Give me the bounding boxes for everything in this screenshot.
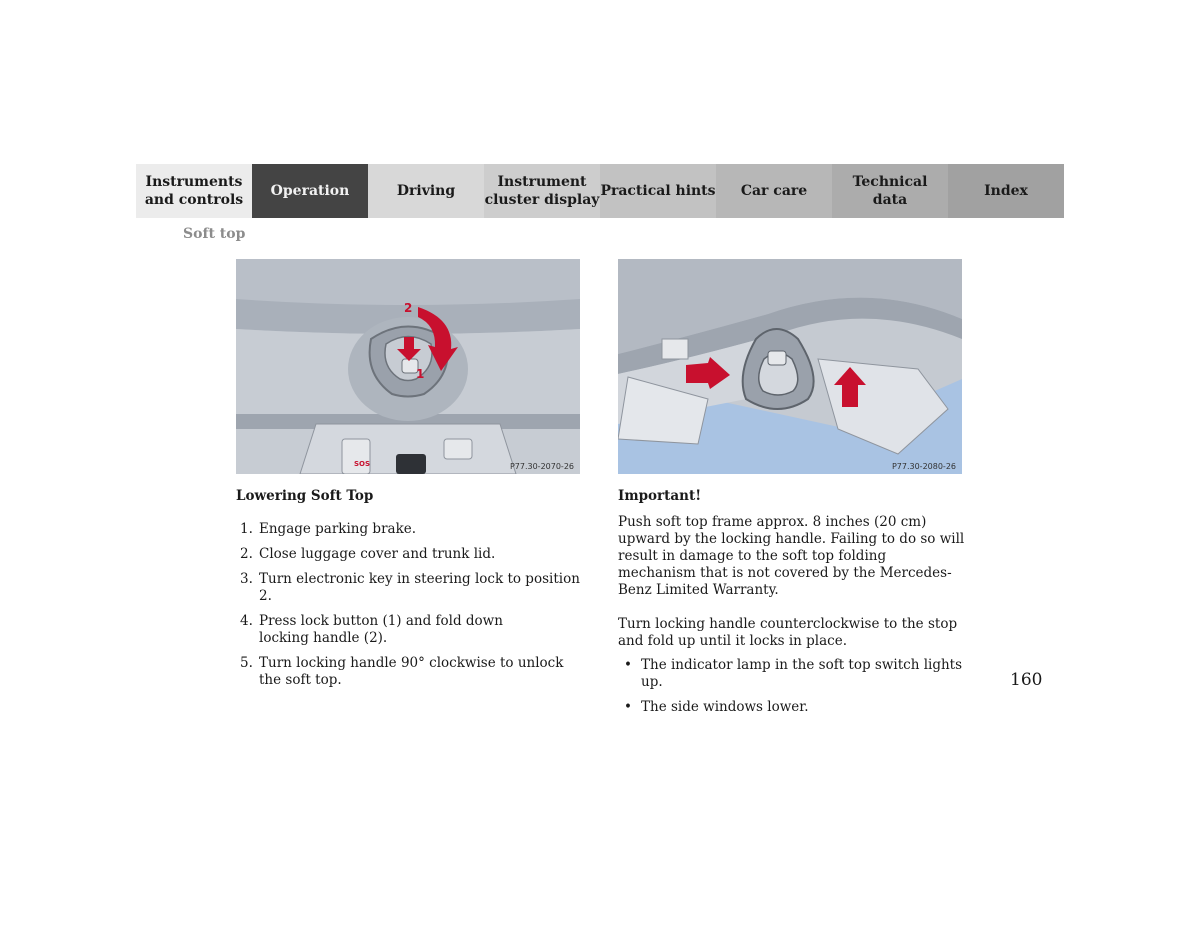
list-item — [236, 655, 586, 689]
section-title: Soft top — [183, 226, 246, 242]
figure-code: P77.30-2080-26 — [891, 462, 956, 471]
list-item — [236, 571, 586, 605]
lowering-heading: Lowering Soft Top — [236, 488, 374, 504]
step-number: 4. — [240, 613, 253, 629]
tab-car-care[interactable]: Car care — [716, 164, 832, 218]
warning-text: Push soft top frame approx. 8 inches (20 cm) upward by the locking handle. Failing to do so will result in damage to the soft top folding mechanism that is not covered by the Mercedes-Benz Limited Warranty. — [618, 514, 965, 598]
list-item — [236, 546, 586, 563]
page-number: 160 — [1010, 670, 1043, 690]
list-item: • The side windows lower. — [618, 699, 968, 716]
lowering-instructions — [236, 488, 586, 697]
step-text: Turn locking handle 90° clockwise to unlock the soft top. — [259, 655, 564, 688]
step-number: 1. — [240, 521, 253, 537]
tab-instruments-and-controls[interactable]: Instruments and controls — [136, 164, 252, 218]
important-heading: Important! — [618, 488, 702, 504]
step-number: 5. — [240, 655, 253, 671]
step-text: Press lock button (1) and fold down locking handle (2). — [259, 613, 503, 646]
tab-index[interactable]: Index — [948, 164, 1064, 218]
callout-1: 1 — [416, 367, 425, 381]
instruction-text: Turn locking handle counterclockwise to the stop and fold up until it locks in place. — [618, 616, 958, 649]
figure-code: P77.30-2070-26 — [509, 462, 574, 471]
illustration-locking-handle — [236, 259, 580, 474]
tab-driving[interactable]: Driving — [368, 164, 484, 218]
lowering-steps — [236, 521, 586, 689]
tab-instrument-cluster-display[interactable]: Instrument cluster display — [484, 164, 600, 218]
illustration-soft-top-frame — [618, 259, 962, 474]
locking-handle-drawing — [236, 259, 580, 474]
chapter-nav — [136, 164, 1064, 218]
step-number: 2. — [240, 546, 253, 562]
tab-operation[interactable]: Operation — [252, 164, 368, 218]
soft-top-frame-drawing — [618, 259, 962, 474]
callout-2: 2 — [404, 301, 413, 315]
step-text: Turn electronic key in steering lock to position 2. — [259, 571, 580, 604]
tab-practical-hints[interactable]: Practical hints — [600, 164, 716, 218]
step-number: 3. — [240, 571, 253, 587]
important-notice — [618, 488, 968, 724]
sos-button-label: SOS — [354, 460, 371, 468]
step-text: Close luggage cover and trunk lid. — [259, 546, 496, 562]
tab-technical-data[interactable]: Technical data — [832, 164, 948, 218]
result-list — [618, 657, 968, 716]
list-item — [236, 521, 586, 538]
list-item — [236, 613, 586, 647]
step-text: Engage parking brake. — [259, 521, 417, 537]
list-item: • The indicator lamp in the soft top switch lights up. — [618, 657, 968, 691]
